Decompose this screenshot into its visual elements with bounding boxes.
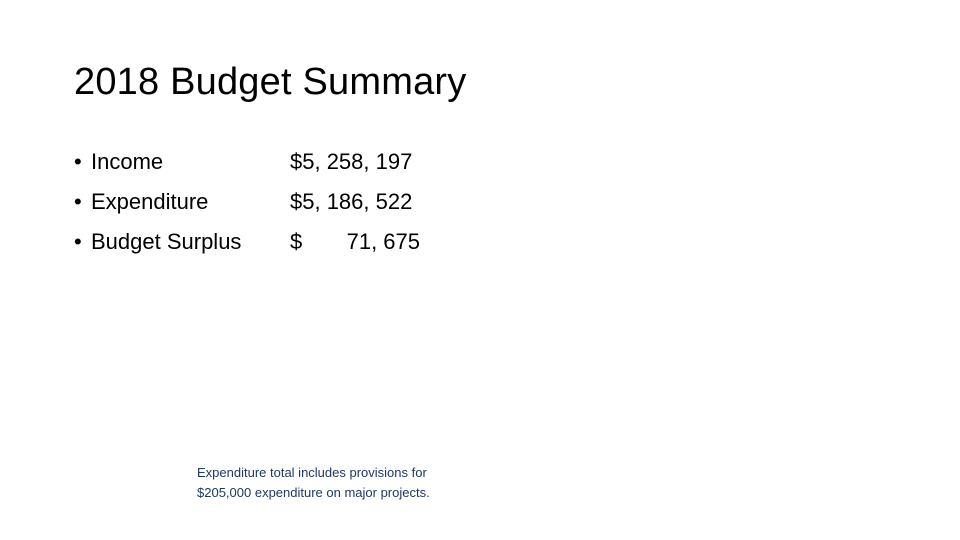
footnote-line-1: Expenditure total includes provisions for xyxy=(197,465,427,480)
bullet-item-expenditure xyxy=(74,182,494,222)
bullet-item-income xyxy=(74,142,494,182)
footnote-line-2: $205,000 expenditure on major projects. xyxy=(197,485,430,500)
bullet-amount-income: $5, 258, 197 xyxy=(290,149,413,174)
bullet-label-expenditure: Expenditure xyxy=(91,189,209,214)
bullet-label-budget-surplus: Budget Surplus xyxy=(91,229,242,254)
surplus-value: 71, 675 xyxy=(346,229,420,254)
bullet-amount-budget-surplus xyxy=(290,222,420,262)
bullet-list xyxy=(74,142,494,262)
slide-title: 2018 Budget Summary xyxy=(74,61,467,103)
bullet-icon: • xyxy=(74,229,82,254)
currency-symbol: $ xyxy=(290,229,303,254)
footnote xyxy=(197,463,497,503)
bullet-item-budget-surplus xyxy=(74,222,494,262)
bullet-label-income: Income xyxy=(91,149,164,174)
bullet-icon: • xyxy=(74,189,82,214)
bullet-amount-expenditure: $5, 186, 522 xyxy=(290,189,413,214)
bullet-icon: • xyxy=(74,149,82,174)
